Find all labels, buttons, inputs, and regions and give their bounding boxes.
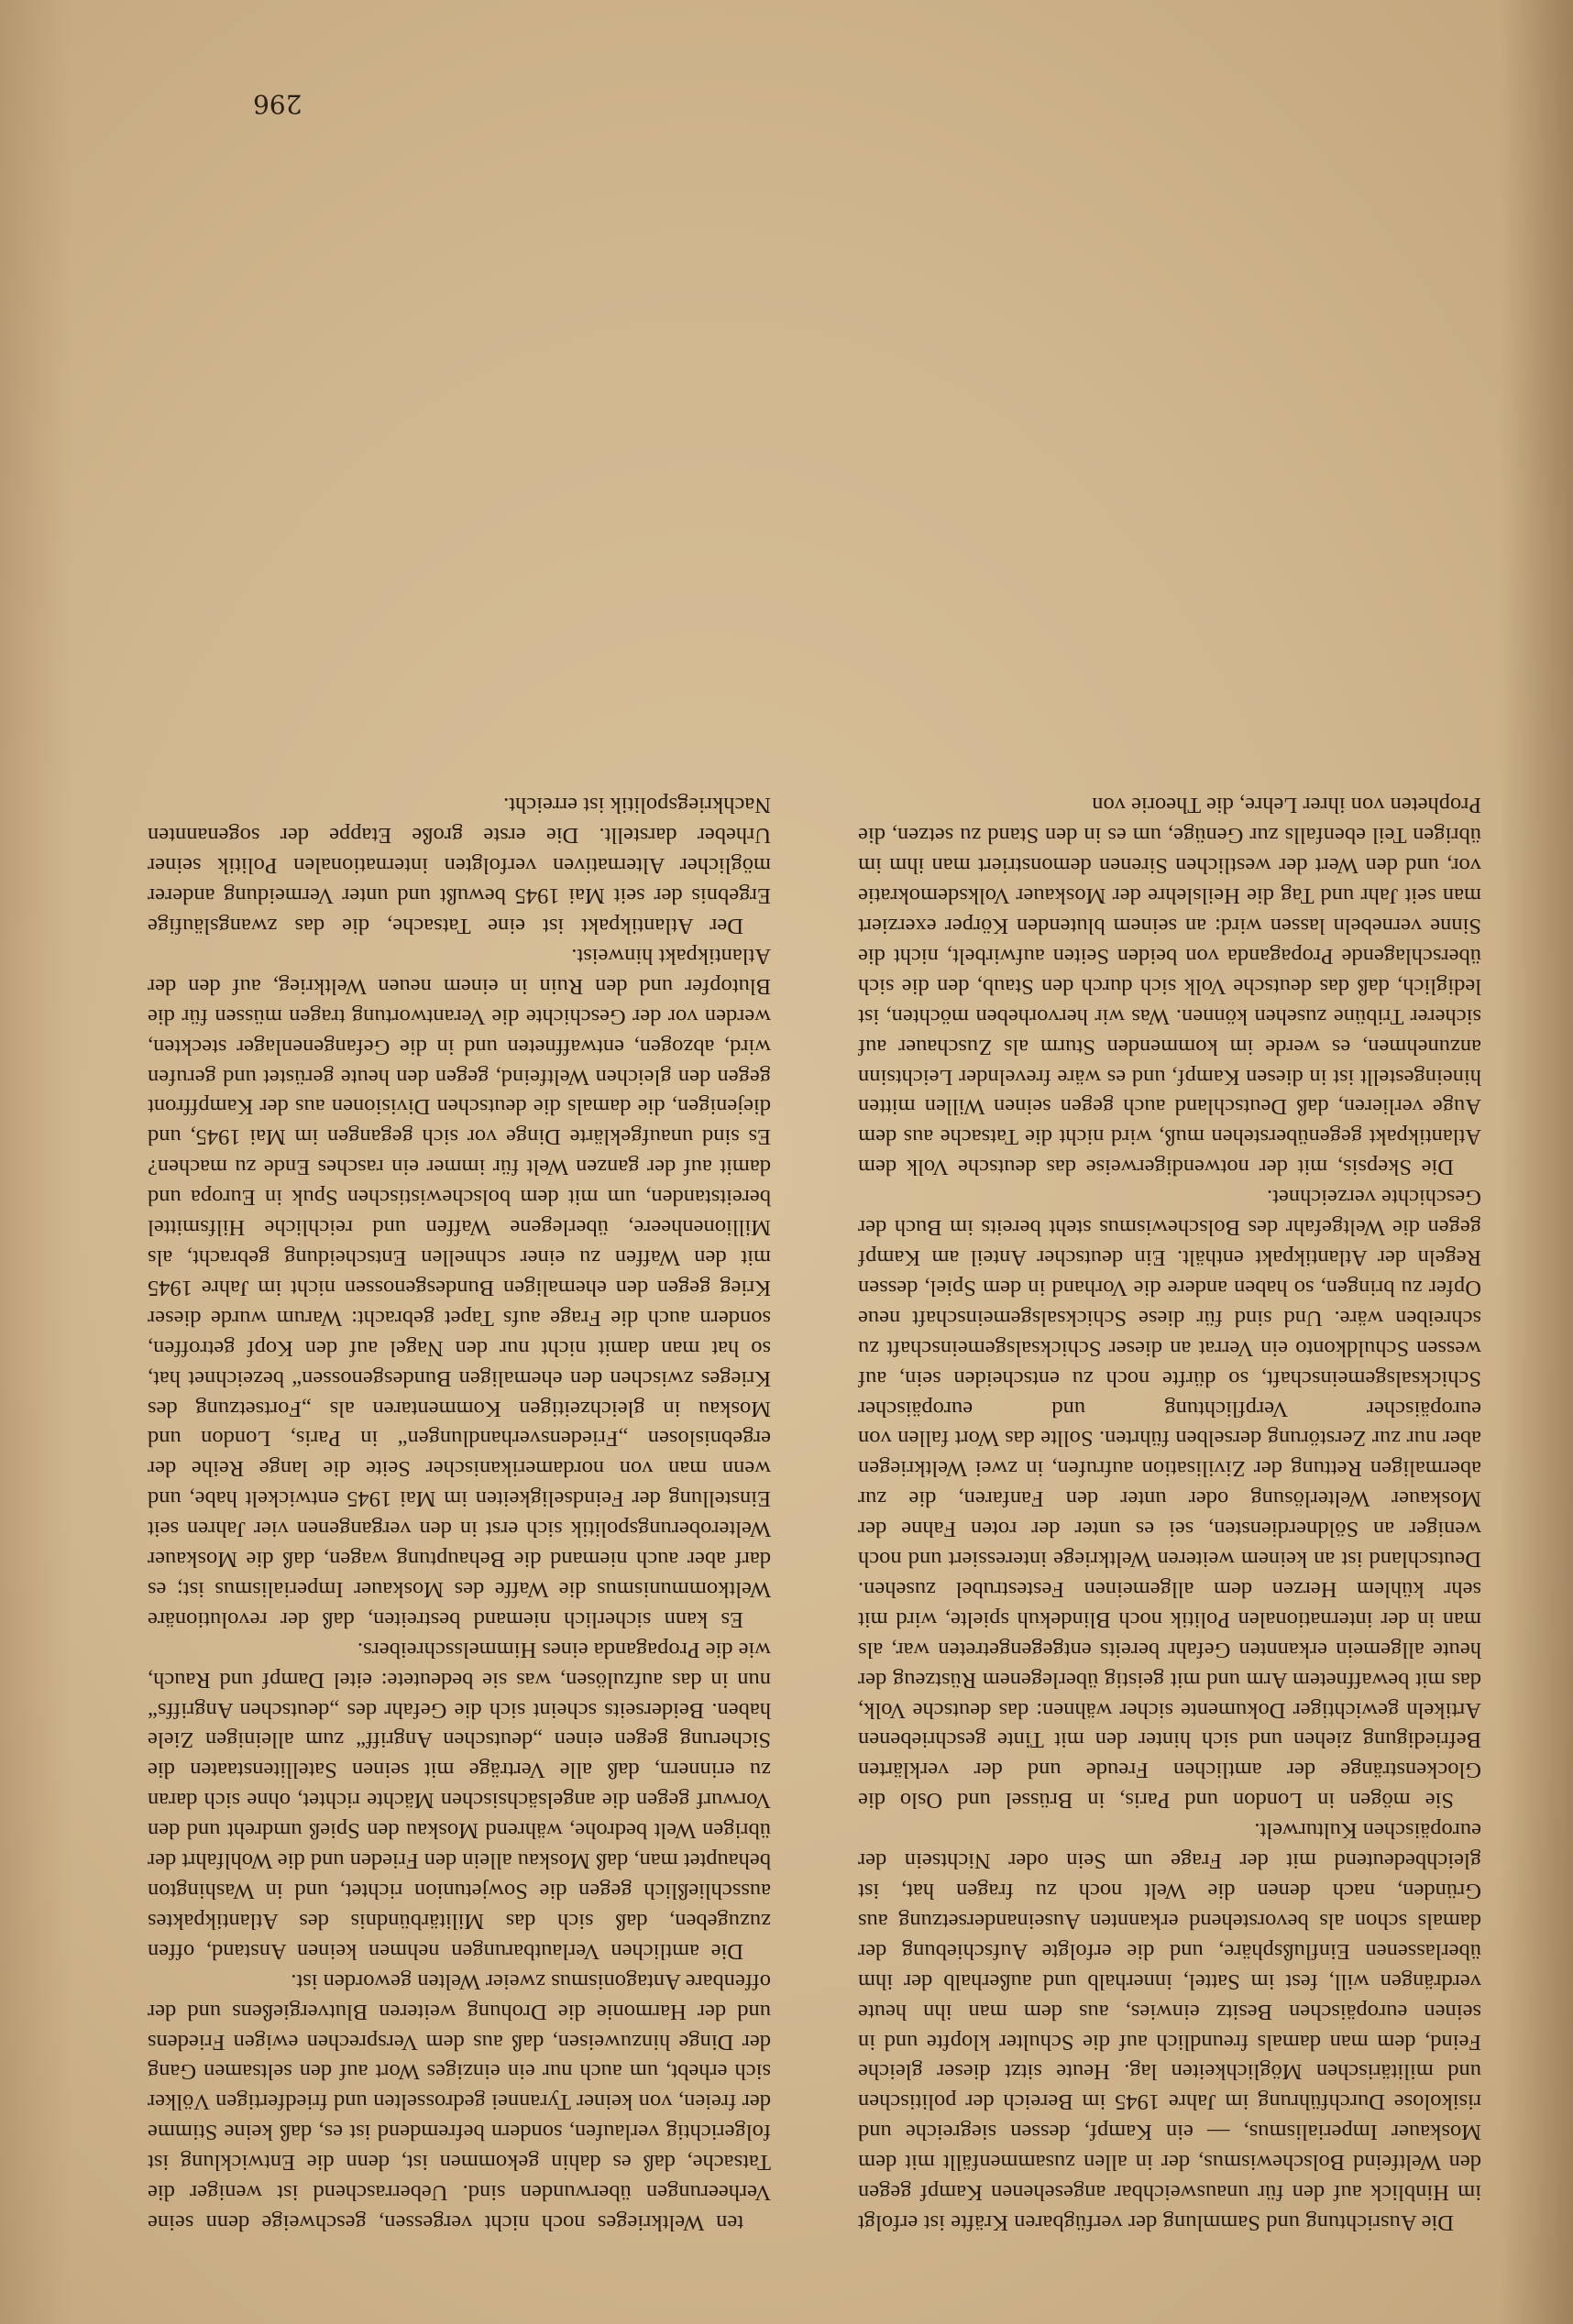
paragraph: ten Weltkrieges noch nicht vergessen, geschweige denn seine Verheerungen überwunden sind. Ueberraschend ist weniger die Tatsache, daß es dahin gekommen ist, denn die Entwicklung ist folgerichtig verlaufen, sondern befremdend ist es, daß keine Stimme der freien, von keiner Tyrannei gedrosselten und friedfertigen Völker sich erhebt, um auch nur ein einziges Wort auf den seltsamen Gang der Dinge hinzuweisen, daß aus dem Versprechen ewigen Friedens und der Harmonie die Drohung weiteren Blutvergießens und der offenbare Antagonismus zweier Welten geworden ist. — [148, 1968, 771, 2235]
text-column-1 — [148, 129, 771, 2237]
page-number: 296 — [253, 89, 302, 119]
paragraph: Sie mögen in London und Paris, in Brüssel und Oslo die Glockenstränge der amtlichen Freude und der verklärten Befriedigung ziehen und sich hinter den mit Tinte geschriebenen Artikeln gewichtiger Dokumente sicher wähnen: das deutsche Volk, das mit bewaffnetem Arm und mit geistig überlegenem Rüstzeug der heute allgemein erkannten Gefahr bereits entgegengetreten war, als man in der internationalen Politik noch Blindekuh spielte, wird mit sehr kühlem Herzen dem allgemeinen Festestrubel zusehen. Deutschland ist an keinem weiteren Weltkriege interessiert und noch weniger an Söldnerdiensten, sei es unter der roten Fahne der Moskauer Welterlösung oder unter den Fanfaren, die zur abermaligen Rettung der Zivilisation aufrufen, in zwei Weltkriegen aber nur zur Zerstörung derselben führten. Sollte das Wort fallen von europäischer Verpflichtung und europäischer Schicksalsgemeinschaft, so dürfte noch zu entscheiden sein, auf wessen Schuldkonto ein Verrat an dieser Schicksalsgemeinschaft zu schreiben wäre. Und sind für diese Schicksalsgemeinschaft neue Opfer zu bringen, so haben andere die Vorhand in dem Spiel, dessen Regeln der Atlantikpakt enthält. Ein deutscher Anteil am Kampf gegen die Weltgefahr des Bolschewismus steht bereits im Buch der Geschichte verzeichnet. — [858, 1185, 1481, 1814]
paragraph: Die amtlichen Verlautbarungen nehmen keinen Anstand, offen zuzugeben, daß sich das Militärbündnis des Atlantikpaktes ausschließlich gegen die Sowjetunion richtet, und in Washington behauptet man, daß Moskau allein den Frieden und die Wohlfahrt der übrigen Welt bedrohe, während Moskau den Spieß umdreht und den Vorwurf gegen die angelsächsischen Mächte richtet, ohne sich daran zu erinnern, daß alle Verträge mit seinen Satellitenstaaten die Sicherung gegen einen „deutschen Angriff“ zum alleinigen Ziele haben. Beiderseits scheint sich die Gefahr des „deutschen Angriffs“ nun in das aufzulösen, was sie bedeutete: eitel Dampf und Rauch, wie die Propaganda eines Himmelsschreibers. — [148, 1637, 771, 1964]
paragraph: Die Skepsis, mit der notwendigerweise das deutsche Volk dem Atlantikpakt gegenüberstehen muß, wird nicht die Tatsache aus dem Auge verlieren, daß Deutschland auch gegen seinen Willen mitten hineingestellt ist in diesen Kampf, und es wäre frevelnder Leichtsinn anzunehmen, es werde im kommenden Sturm als Zuschauer auf sicherer Tribüne zusehen können. Was wir hervorheben möchten, ist lediglich, daß das deutsche Volk sich durch den Staub, den die sich überschlagende Propaganda von beiden Seiten aufwirbelt, nicht die Sinne vernebeln lassen wird: an seinem blutenden Körper exerziert man seit Jahr und Tag die Heilslehre der Moskauer Volksdemokratie vor, und den Wert der westlichen Sirenen demonstriert man ihm im übrigen Teil ebenfalls zur Genüge, um es in den Stand zu setzen, die Propheten von ihrer Lehre, die Theorie von — [858, 793, 1481, 1180]
paragraph: Der Atlantikpakt ist eine Tatsache, die das zwangsläufige Ergebnis der seit Mai 1945 bewußt und unter Vermeidung anderer möglicher Alternativen verfolgten internationalen Politik seiner Urheber darstellt. Die erste große Etappe der sogenannten Nachkriegspolitik ist erreicht. — [148, 793, 771, 939]
text-column-2 — [858, 129, 1481, 2237]
paragraph: Die Ausrichtung und Sammlung der verfügbaren Kräfte ist erfolgt im Hinblick auf den für unausweichbar angesehenen Kampf gegen den Weltfeind Bolschewismus, der in allen zusammenfällt mit dem Moskauer Imperialismus, — ein Kampf, dessen siegreiche und risikolose Durchführung im Jahre 1945 im Bereich der politischen und militärischen Möglichkeiten lag. Heute sitzt dieser gleiche Feind, dem man damals freundlich auf die Schulter klopfte und in seinen europäischen Besitz einwies, aus dem man ihn heute verdrängen will, fest im Sattel, innerhalb und außerhalb der ihm überlassenen Einflußsphäre, und die erfolgte Aufschiebung der damals schon als bevorstehend erkannten Auseinandersetzung aus Gründen, nach denen die Welt noch zu fragen hat, ist gleichbedeutend mit der Frage um Sein oder Nichtsein der europäischen Kulturwelt. — [858, 1818, 1481, 2235]
paragraph: Es kann sicherlich niemand bestreiten, daß der revolutionäre Weltkommunismus die Waffe des Moskauer Imperialismus ist; es darf aber auch niemand die Behauptung wagen, daß die Moskauer Welteroberungspolitik sich erst in den vergangenen vier Jahren seit Einstellung der Feindseligkeiten im Mai 1945 entwickelt habe, und wenn man von nordamerikanischer Seite die lange Reihe der ergebnislosen „Friedensverhandlungen“ in Paris, London und Moskau in gleichzeitigen Kommentaren als „Fortsetzung des Krieges zwischen den ehemaligen Bundesgenossen“ bezeichnet hat, so hat man damit nicht nur den Nagel auf den Kopf getroffen, sondern auch die Frage aufs Tapet gebracht: Warum wurde dieser Krieg gegen den ehemaligen Bundesgenossen nicht im Jahre 1945 mit den Waffen zu einer schnellen Entscheidung gebracht, als Millionenheere, überlegene Waffen und reichliche Hilfsmittel bereitstanden, um mit dem bolschewistischen Spuk in Europa und damit auf der ganzen Welt für immer ein rasches Ende zu machen? Es sind unaufgeklärte Dinge vor sich gegangen im Mai 1945, und diejenigen, die damals die deutschen Divisionen aus der Kampffront gegen den gleichen Weltfeind, gegen den heute gerüstet und gerufen wird, abzogen, entwaffneten und in die Gefangenenlager steckten, werden vor der Geschichte die Verantwortung tragen müssen für die Blutopfer und den Ruin in einem neuen Weltkrieg, auf den der Atlantikpakt hinweist. — [148, 943, 771, 1632]
